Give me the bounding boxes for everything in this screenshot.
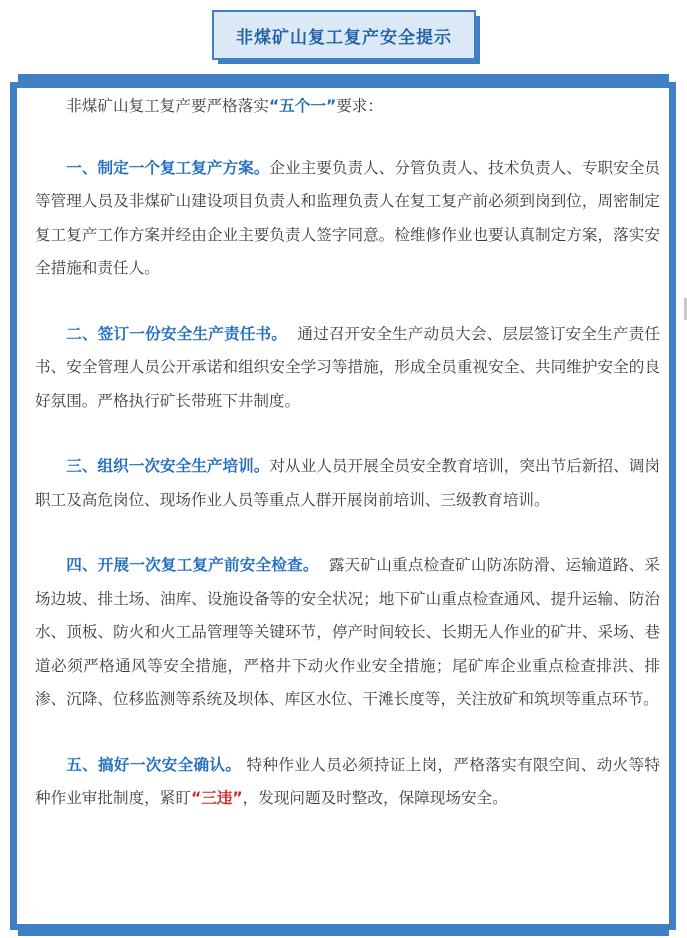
frame-bottom-bar [18, 930, 669, 936]
title-banner [212, 10, 476, 60]
section-heading: 五、搞好一次安全确认。 [66, 755, 242, 774]
section-body: 露天矿山重点检查矿山防冻防滑、运输道路、采场边坡、排土场、油库、设施设备等的安全状况；地下矿山重点检查通风、提升运输、防治水、顶板、防火和火工品管理等关键环节，停产时间较长、长期无人作业的矿井、采场、巷道必须严格通风等安全措施，严格井下动火作业安全措施；尾矿库企业重点检查排洪、排渗、沉降、位移监测等系统及坝体、库区水位、干滩长度等，关注放矿和筑坝等重点环节。 [35, 556, 660, 708]
section-body-end: ，发现问题及时整改，保障现场安全。 [242, 789, 508, 807]
intro-text: 非煤矿山复工复产要严格落实 [66, 97, 269, 115]
section-body: 特种作业人员必须持证上岗，严格落实有限空间、动火等特种作业审批制度，紧盯 [35, 755, 660, 807]
section-highlight: “三违” [190, 789, 243, 807]
section-2 [35, 318, 660, 419]
section-5 [35, 749, 660, 816]
section-body: 通过召开安全生产动员大会、层层签订安全生产责任书、安全管理人员公开承诺和组织安全学习等措施，形成全员重视安全、共同维护安全的良好氛围。严格执行矿长带班下井制度。 [35, 324, 660, 410]
section-heading: 一、制定一个复工复产方案。 [66, 158, 270, 177]
section-body: 对从业人员开展全员安全教育培训，突出节后新招、调岗职工及高危岗位、现场作业人员等重点人群开展岗前培训、三级教育培训。 [35, 457, 660, 509]
section-heading: 三、组织一次安全生产培训。 [66, 457, 270, 475]
section-body: 企业主要负责人、分管负责人、技术负责人、专职安全员等管理人员及非煤矿山建设项目负责人和监理负责人在复工复产前必须到岗到位，周密制定复工复产工作方案并经由企业主要负责人签字同意。检维修作业也要认真制定方案，落实安全措施和责任人。 [35, 158, 660, 277]
intro-paragraph [35, 90, 660, 124]
section-3 [35, 450, 660, 517]
page-title: 非煤矿山复工复产安全提示 [212, 10, 476, 60]
intro-highlight: “五个一” [268, 97, 337, 115]
section-heading: 四、开展一次复工复产前安全检查。 [66, 556, 319, 574]
section-1 [35, 152, 660, 286]
intro-text-end: 要求： [336, 97, 383, 115]
section-heading: 二、签订一份安全生产责任书。 [66, 324, 288, 343]
article-body [35, 90, 660, 816]
section-4 [35, 549, 660, 717]
frame-top-bar [18, 74, 669, 82]
